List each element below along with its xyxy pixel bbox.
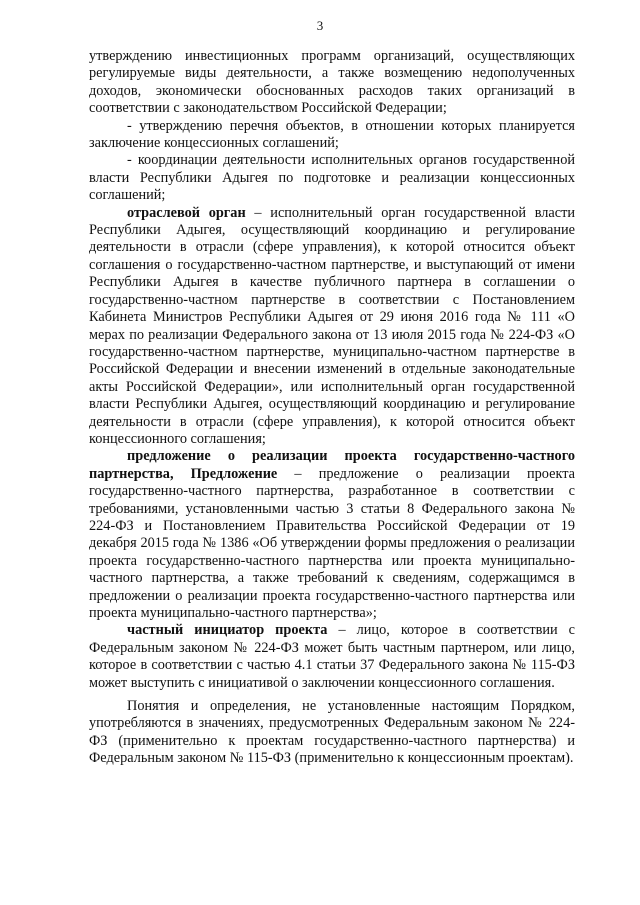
- paragraph-definition: [89, 622, 575, 692]
- paragraph-closing: [89, 698, 575, 768]
- definition-text: – лицо, которое в соответствии с Федеральным законом № 224-ФЗ может быть частным партнером, или лицо, которое в соответствии с частью 4.1 статьи 37 Федерального закона № 115-ФЗ может выступить с инициативой о заключении концессионного соглашения.: [89, 622, 575, 691]
- defined-term: отраслевой орган: [127, 204, 246, 221]
- defined-term: предложение о реализации проекта государственно-частного партнерства, Предложение: [89, 448, 575, 482]
- definition-text: – исполнительный орган государственной власти Республики Адыгея, осуществляющий координацию и регулирование деятельности в отрасли (сфере управления), к которой относится объект соглашения о государственно-частном партнерстве, и выступающий от имени Республики Адыгея в качестве публичного партнера в соглашении о государственно-частном партнерстве в соответствии с Постановлением Кабинета Министров Республики Адыгея от 29 июня 2016 года № 111 «О мерах по реализации Федерального закона от 13 июля 2015 года № 224-ФЗ «О государственно-частном партнерстве, муниципально-частном партнерстве в Российской Федерации и внесении изменений в отдельные законодательные акты Российской Федерации», или исполнительный орган государственной власти Республики Адыгея, осуществляющий координацию и регулирование деятельности в отрасли (сфере управления), к которой относится объект концессионного соглашения;: [89, 204, 575, 447]
- paragraph-list-item: [89, 152, 575, 204]
- defined-term: частный инициатор проекта: [127, 622, 328, 639]
- paragraph-continuation: [89, 48, 575, 118]
- definition-text: – предложение о реализации проекта государственно-частного партнерства, разработанное в соответствии с требованиями, установленными частью 3 статьи 8 Федерального закона № 224-ФЗ и Постановлением Правительства Российской Федерации от 19 декабря 2015 года № 1386 «Об утверждении формы предложения о реализации проекта государственно-частного партнерства или проекта муниципально-частного партнерства, а также требований к сведениям, содержащимся в предложении о реализации проекта государственно-частного партнерства или проекта муниципально-частного партнерства»;: [89, 465, 575, 621]
- paragraph-definition: [89, 205, 575, 449]
- paragraph-text: - утверждению перечня объектов, в отношении которых планируется заключение концессионных соглашений;: [89, 117, 575, 152]
- paragraph-text: - координации деятельности исполнительных органов государственной власти Республики Адыгея по подготовке и реализации концессионных соглашений;: [89, 152, 575, 204]
- paragraph-definition: [89, 448, 575, 622]
- paragraph-list-item: [89, 118, 575, 153]
- paragraph-text: Понятия и определения, не установленные настоящим Порядком, употребляются в значениях, предусмотренных Федеральным законом № 224-ФЗ (применительно к проектам государственно-частного партнерства) и Федеральным законом № 115-ФЗ (применительно к концессионным проектам).: [89, 698, 575, 767]
- paragraph-text: утверждению инвестиционных программ организаций, осуществляющих регулируемые виды деятельности, а также возмещению недополученных доходов, экономически обоснованных расходов таких организаций в соответствии с законодательством Российской Федерации;: [89, 48, 575, 117]
- page-number: 3: [316, 18, 324, 33]
- document-body: [89, 48, 575, 768]
